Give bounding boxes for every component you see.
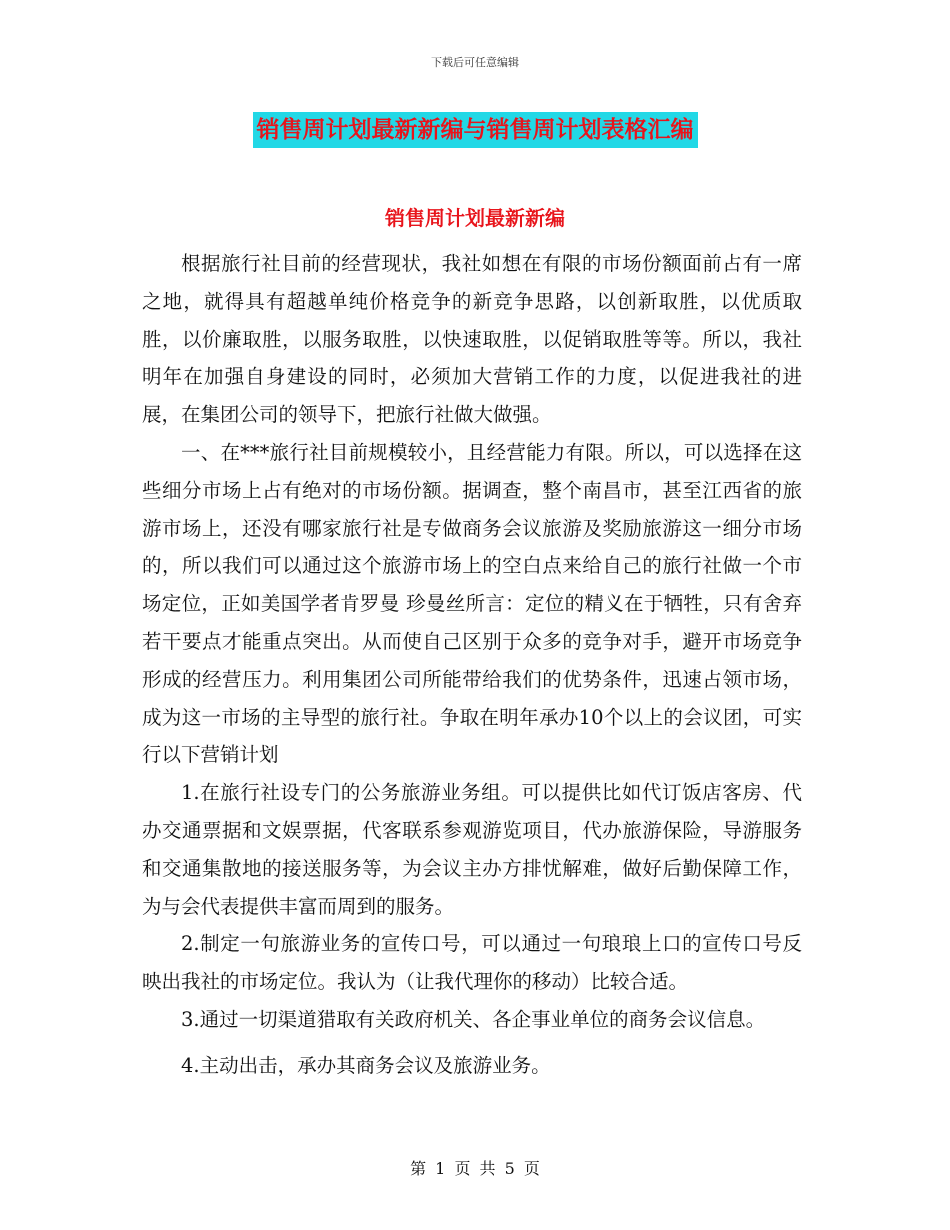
paragraph: 一、在***旅行社目前规模较小，且经营能力有限。所以，可以选择在这些细分市场上占有绝对的市场份额。据调查，整个南昌市，甚至江西省的旅游市场上，还没有哪家旅行社是专做商务会议旅游及奖励旅游这一细分市场的，所以我们可以通过这个旅游市场上的空白点来给自己的旅行社做一个市场定位，正如美国学者肯罗曼 珍曼丝所言：定位的精义在于牺牲，只有舍弃若干要点才能重点突出。从而使自己区别于众多的竞争对手，避开市场竞争形成的经营压力。利用集团公司所能带给我们的优势条件，迅速占领市场，成为这一市场的主导型的旅行社。争取在明年承办10个以上的会议团，可实行以下营销计划 [142,440,802,767]
paragraph: 1.在旅行社设专门的公务旅游业务组。可以提供比如代订饭店客房、代办交通票据和文娱票据，代客联系参观游览项目，代办旅游保险，导游服务和交通集散地的接送服务等，为会议主办方排忧解难，做好后勤保障工作，为与会代表提供丰富而周到的服务。 [142,781,802,918]
main-title: 销售周计划最新新编与销售周计划表格汇编 [253,112,698,148]
paragraph: 2.制定一句旅游业务的宣传口号，可以通过一句琅琅上口的宣传口号反映出我社的市场定位。我认为（让我代理你的移动）比较合适。 [142,932,802,994]
paragraph: 3.通过一切渠道猎取有关政府机关、各企事业单位的商务会议信息。 [181,1007,766,1031]
main-title-wrap [0,112,950,148]
section-title: 销售周计划最新新编 [385,206,565,230]
paragraph: 4.主动出击，承办其商务会议及旅游业务。 [181,1053,551,1077]
header-note: 下载后可任意编辑 [431,56,519,69]
body-text [142,245,802,1085]
page-number: 第 1 页 共 5 页 [410,1159,540,1178]
paragraph: 根据旅行社目前的经营现状，我社如想在有限的市场份额面前占有一席之地，就得具有超越单纯价格竞争的新竞争思路，以创新取胜，以优质取胜，以价廉取胜，以服务取胜，以快速取胜，以促销取胜等等。所以，我社明年在加强自身建设的同时，必须加大营销工作的力度，以促进我社的进展，在集团公司的领导下，把旅行社做大做强。 [142,252,802,427]
